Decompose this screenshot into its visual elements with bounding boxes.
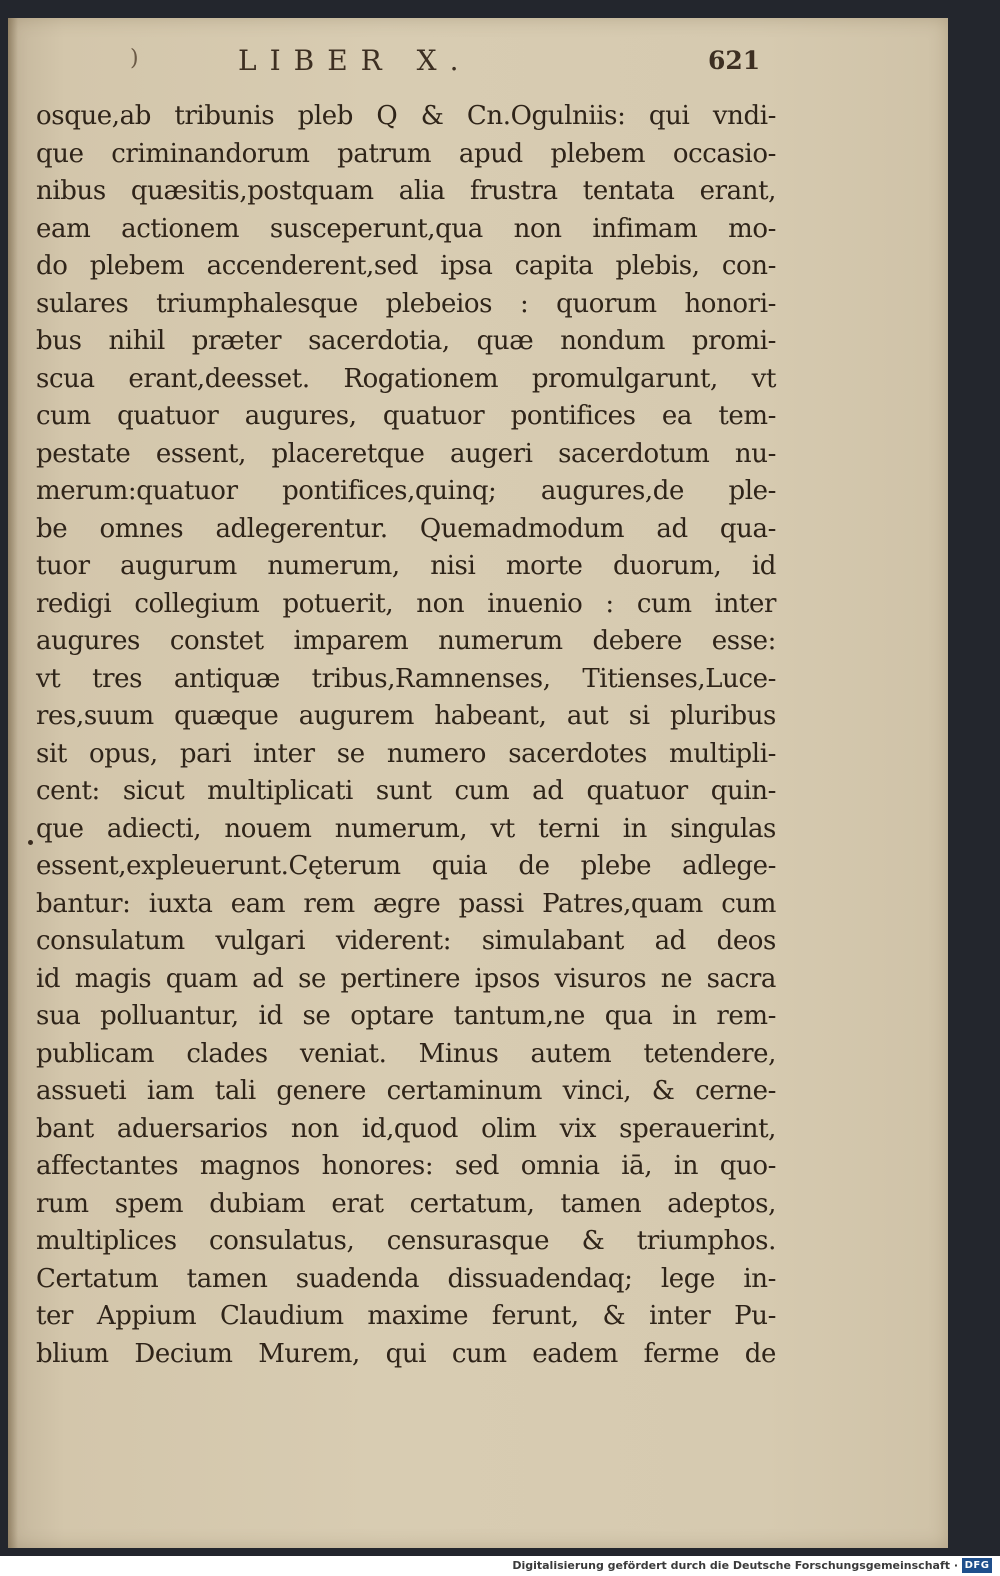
funding-notice: Digitalisierung gefördert durch die Deutsche Forschungsgemeinschaft · bbox=[512, 1559, 958, 1572]
running-title: LIBER X. bbox=[238, 44, 472, 77]
text-line: affectantes magnos honores: sed omnia iā, in quo- bbox=[36, 1151, 776, 1181]
text-line: merum:quatuor pontifices,quinq; augures,de ple- bbox=[36, 476, 776, 506]
text-line: scua erant,deesset. Rogationem promulgarunt, vt bbox=[36, 363, 776, 394]
text-line: bus nihil præter sacerdotia, quæ nondum promi- bbox=[36, 326, 776, 356]
text-line: Certatum tamen suadenda dissuadendaq; lege in- bbox=[36, 1263, 776, 1294]
text-line: consulatum vulgari viderent: simulabant ad deos bbox=[36, 926, 776, 956]
text-line: osque,ab tribunis pleb Q & Cn.Ogulniis: qui vndi- bbox=[36, 101, 776, 131]
text-line: sit opus, pari inter se numero sacerdotes multipli- bbox=[36, 738, 776, 769]
text-line: vt tres antiquæ tribus,Ramnenses, Titienses,Luce- bbox=[36, 663, 776, 694]
text-line: pestate essent, placeretque augeri sacerdotum nu- bbox=[36, 438, 776, 469]
text-line: sulares triumphalesque plebeios : quorum honori- bbox=[36, 288, 776, 319]
text-line: eam actionem susceperunt,qua non infimam mo- bbox=[36, 213, 776, 244]
text-line: cent: sicut multiplicati sunt cum ad quatuor quin- bbox=[36, 776, 776, 806]
running-head bbox=[8, 44, 948, 84]
text-line: ter Appium Claudium maxime ferunt, & inter Pu- bbox=[36, 1301, 776, 1331]
page-number: 621 bbox=[708, 46, 761, 75]
text-line: assueti iam tali genere certaminum vinci, & cerne- bbox=[36, 1076, 776, 1106]
text-line: publicam clades veniat. Minus autem tetendere, bbox=[36, 1038, 776, 1069]
text-line: essent,expleuerunt.Cęterum quia de plebe adlege- bbox=[36, 851, 776, 881]
text-line: do plebem accenderent,sed ipsa capita plebis, con- bbox=[36, 251, 776, 281]
text-line: bantur: iuxta eam rem ægre passi Patres,quam cum bbox=[36, 888, 776, 919]
text-line: cum quatuor augures, quatuor pontifices ea tem- bbox=[36, 401, 776, 431]
text-line: que criminandorum patrum apud plebem occasio- bbox=[36, 138, 776, 169]
dfg-logo: DFG bbox=[962, 1558, 992, 1573]
digitization-footer bbox=[0, 1556, 1000, 1576]
body-text bbox=[36, 98, 776, 1373]
text-line: nibus quæsitis,postquam alia frustra tentata erant, bbox=[36, 176, 776, 206]
text-line: que adiecti, nouem numerum, vt terni in singulas bbox=[36, 813, 776, 844]
ink-speck bbox=[28, 840, 33, 845]
text-line: multiplices consulatus, censurasque & triumphos. bbox=[36, 1226, 776, 1256]
text-line: rum spem dubiam erat certatum, tamen adeptos, bbox=[36, 1188, 776, 1219]
text-line: augures constet imparem numerum debere esse: bbox=[36, 626, 776, 656]
text-line: bant aduersarios non id,quod olim vix sperauerint, bbox=[36, 1113, 776, 1144]
page-gutter-shadow bbox=[8, 18, 18, 1548]
text-line: sua polluantur, id se optare tantum,ne qua in rem- bbox=[36, 1001, 776, 1031]
text-line: res,suum quæque augurem habeant, aut si pluribus bbox=[36, 701, 776, 731]
running-head-mark: ) bbox=[130, 46, 139, 71]
text-line: tuor augurum numerum, nisi morte duorum, id bbox=[36, 551, 776, 581]
text-line: redigi collegium potuerit, non inuenio : cum inter bbox=[36, 588, 776, 619]
text-line: be omnes adlegerentur. Quemadmodum ad qua- bbox=[36, 513, 776, 544]
text-line: blium Decium Murem, qui cum eadem ferme de bbox=[36, 1338, 776, 1369]
text-line: id magis quam ad se pertinere ipsos visuros ne sacra bbox=[36, 963, 776, 994]
book-page bbox=[8, 18, 948, 1548]
